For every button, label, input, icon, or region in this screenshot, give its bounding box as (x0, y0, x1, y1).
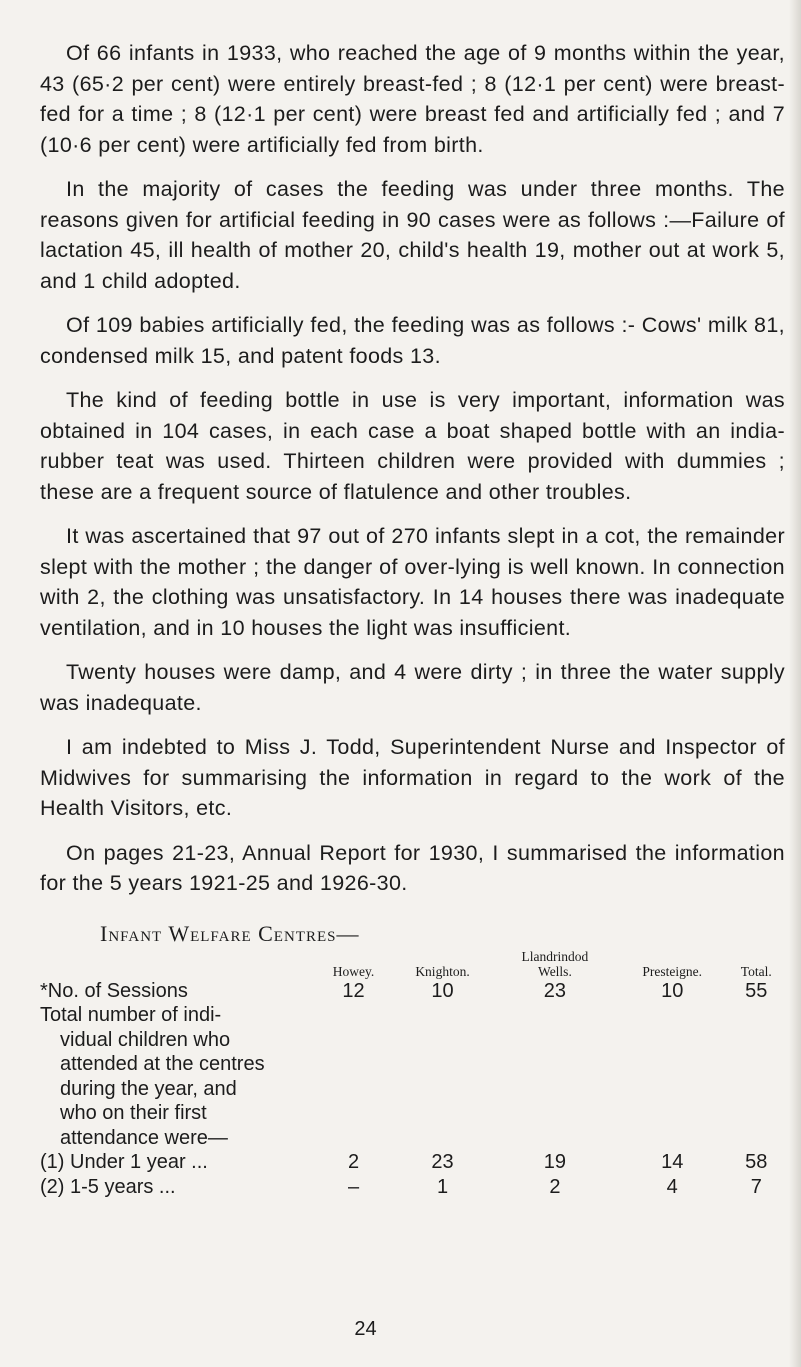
table-row-sessions (40, 979, 785, 1004)
column-llandrindod-line2: Wells. (538, 963, 572, 979)
cell-sessions-presteigne: 10 (661, 979, 684, 1002)
cell-sessions-total: 55 (745, 979, 768, 1002)
page-edge-shadow (789, 0, 801, 1367)
table-header-blank (40, 949, 315, 979)
paragraph-breastfeeding: Of 66 infants in 1933, who reached the age of 9 months within the year, 43 (65·2 per cent) were entirely breast-fed ; 8 (12·1 per cent) were breast-fed for a time ; 8 (12·1 per cent) were breast fed and artificially fed ; and 7 (10·6 per cent) were artificially fed from birth. (40, 41, 785, 157)
description-line: Total number of indi- (40, 1004, 222, 1026)
description-line: attended at the centres (60, 1053, 265, 1075)
cell-1to5-presteigne: 4 (666, 1175, 678, 1198)
cell-sessions-howey: 12 (342, 979, 365, 1002)
page-body (40, 38, 785, 1199)
paragraph-artificial-feeding: Of 109 babies artificially fed, the feeding was as follows :- Cows' milk 81, condensed milk 15, and patent foods 13. (40, 313, 785, 368)
cell-sessions-knighton: 10 (431, 979, 454, 1002)
page-number: 24 (354, 1318, 377, 1340)
cell-1to5-knighton: 1 (436, 1175, 449, 1198)
row-label-sessions: *No. of Sessions (40, 979, 188, 1002)
welfare-centres-table (40, 949, 785, 1200)
table-heading: Infant Welfare Centres— (100, 920, 360, 946)
table-row-description (40, 1003, 785, 1150)
column-howey: Howey. (332, 963, 375, 979)
cell-under1-knighton: 23 (431, 1151, 454, 1173)
table-row-under-1 (40, 1150, 785, 1175)
paragraph-feeding-reasons: In the majority of cases the feeding was under three months. The reasons given for artificial feeding in 90 cases were as follows :—Failure of lactation 45, ill health of mother 20, child's health 19, mother out at work 5, and 1 child adopted. (40, 177, 785, 293)
cell-under1-howey: 2 (347, 1151, 360, 1173)
cell-under1-presteigne: 14 (661, 1151, 684, 1173)
table-row-1-5-years (40, 1175, 785, 1200)
cell-sessions-llandrindod: 23 (543, 979, 567, 1002)
column-presteigne: Presteigne. (642, 963, 703, 979)
paragraph-sleeping: It was ascertained that 97 out of 270 infants slept in a cot, the remainder slept with the mother ; the danger of over-lying is well known. In connection with 2, the clothing was unsatisfactory. In 14 houses there was inadequate ventilation, and in 10 houses the light was insufficient. (40, 524, 785, 640)
paragraph-houses: Twenty houses were damp, and 4 were dirty ; in three the water supply was inadequate. (40, 660, 785, 715)
description-line: attendance were— (60, 1126, 228, 1149)
paragraph-feeding-bottle: The kind of feeding bottle in use is very important, information was obtained in 104 cases, in each case a boat shaped bottle with an india-rubber teat was used. Thirteen children were provided with dummies ; these are a frequent source of flatulence and other troubles. (40, 388, 785, 504)
column-llandrindod-wells (493, 949, 617, 979)
cell-under1-total: 58 (745, 1151, 768, 1173)
paragraph-annual-report: On pages 21-23, Annual Report for 1930, I summarised the information for the 5 years 1921-25 and 1926-30. (40, 840, 785, 895)
row-label-1-5-years: (2) 1-5 years ... (40, 1175, 176, 1198)
column-total: Total. (740, 963, 772, 979)
cell-under1-llandrindod: 19 (543, 1151, 567, 1173)
paragraph-acknowledgement: I am indebted to Miss J. Todd, Superintendent Nurse and Inspector of Midwives for summarising the information in regard to the work of the Health Visitors, etc. (40, 735, 785, 820)
column-knighton: Knighton. (415, 963, 470, 979)
description-line: during the year, and (60, 1077, 237, 1100)
cell-1to5-llandrindod: 2 (549, 1175, 561, 1198)
cell-1to5-total: 7 (750, 1175, 762, 1198)
column-llandrindod-line1: Llandrindod (521, 948, 589, 964)
description-line: vidual children who (60, 1028, 231, 1051)
row-label-under-1: (1) Under 1 year ... (40, 1151, 208, 1173)
row-description (40, 1003, 785, 1150)
description-line: who on their first (60, 1102, 207, 1124)
table-header-row (40, 949, 785, 979)
cell-1to5-howey: – (347, 1175, 360, 1198)
